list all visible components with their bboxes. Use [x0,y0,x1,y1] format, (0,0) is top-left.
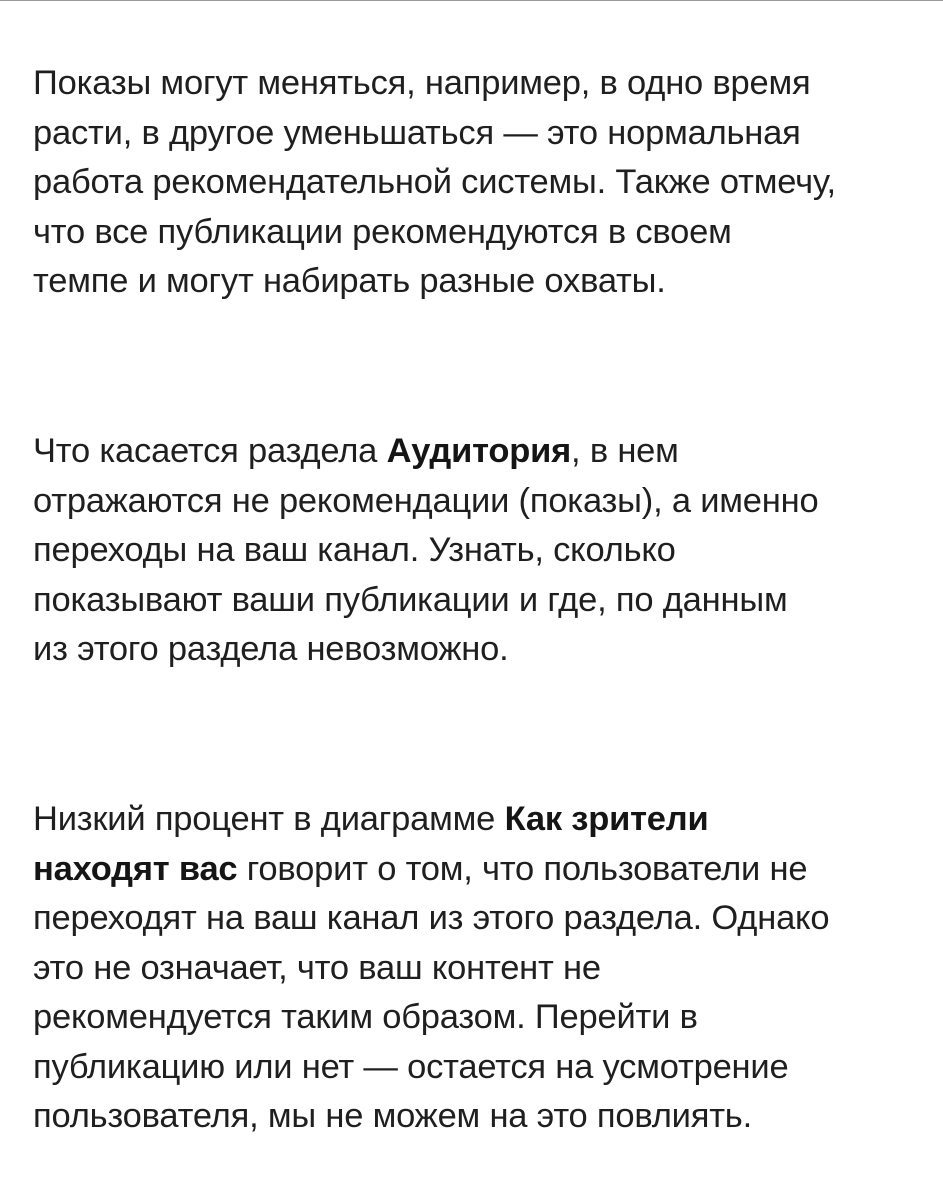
text-line: публикацию или нет — остается на усмотрение [33,1047,789,1086]
text-line: отражаются не рекомендации (показы), а именно [33,481,819,520]
audience-section-name: Аудитория [386,432,572,470]
top-divider [0,0,943,1]
text-line: пользователя, мы не можем на это повлиять. [33,1097,752,1135]
text-line: рекомендуется таким образом. Перейти в [33,998,698,1036]
text-segment: , в нем [571,432,679,470]
text-line [33,795,913,845]
text-line: расти, в другое уменьшаться — это нормальная [33,113,801,152]
paragraph-how-viewers-find-you [33,795,913,1142]
paragraph-audience [33,427,913,675]
text-line: переходят на ваш канал из этого раздела. Однако [33,899,830,937]
paragraph-impressions [33,59,913,307]
text-line: переходы на ваш канал. Узнать, сколько [33,531,676,569]
text-line: Показы могут меняться, например, в одно время [33,64,811,102]
text-line: работа рекомендательной системы. Также отмечу, [33,163,836,201]
text-segment: говорит о том, что пользователи не [237,849,808,888]
text-segment: Что касается раздела [33,432,387,470]
text-segment: Низкий процент в диаграмме [33,800,505,838]
text-line: из этого раздела невозможно. [33,630,509,668]
text-line: темпе и могут набирать разные охваты. [33,262,666,300]
text-line: что все публикации рекомендуются в своем [33,212,732,251]
text-line [33,427,913,477]
text-line [33,845,913,895]
text-line: это не означает, что ваш контент не [33,948,601,987]
text-line: показывают ваши публикации и где, по данным [33,580,788,619]
diagram-name-part-1: Как зрители [504,800,709,838]
diagram-name-part-2: находят вас [33,849,238,888]
